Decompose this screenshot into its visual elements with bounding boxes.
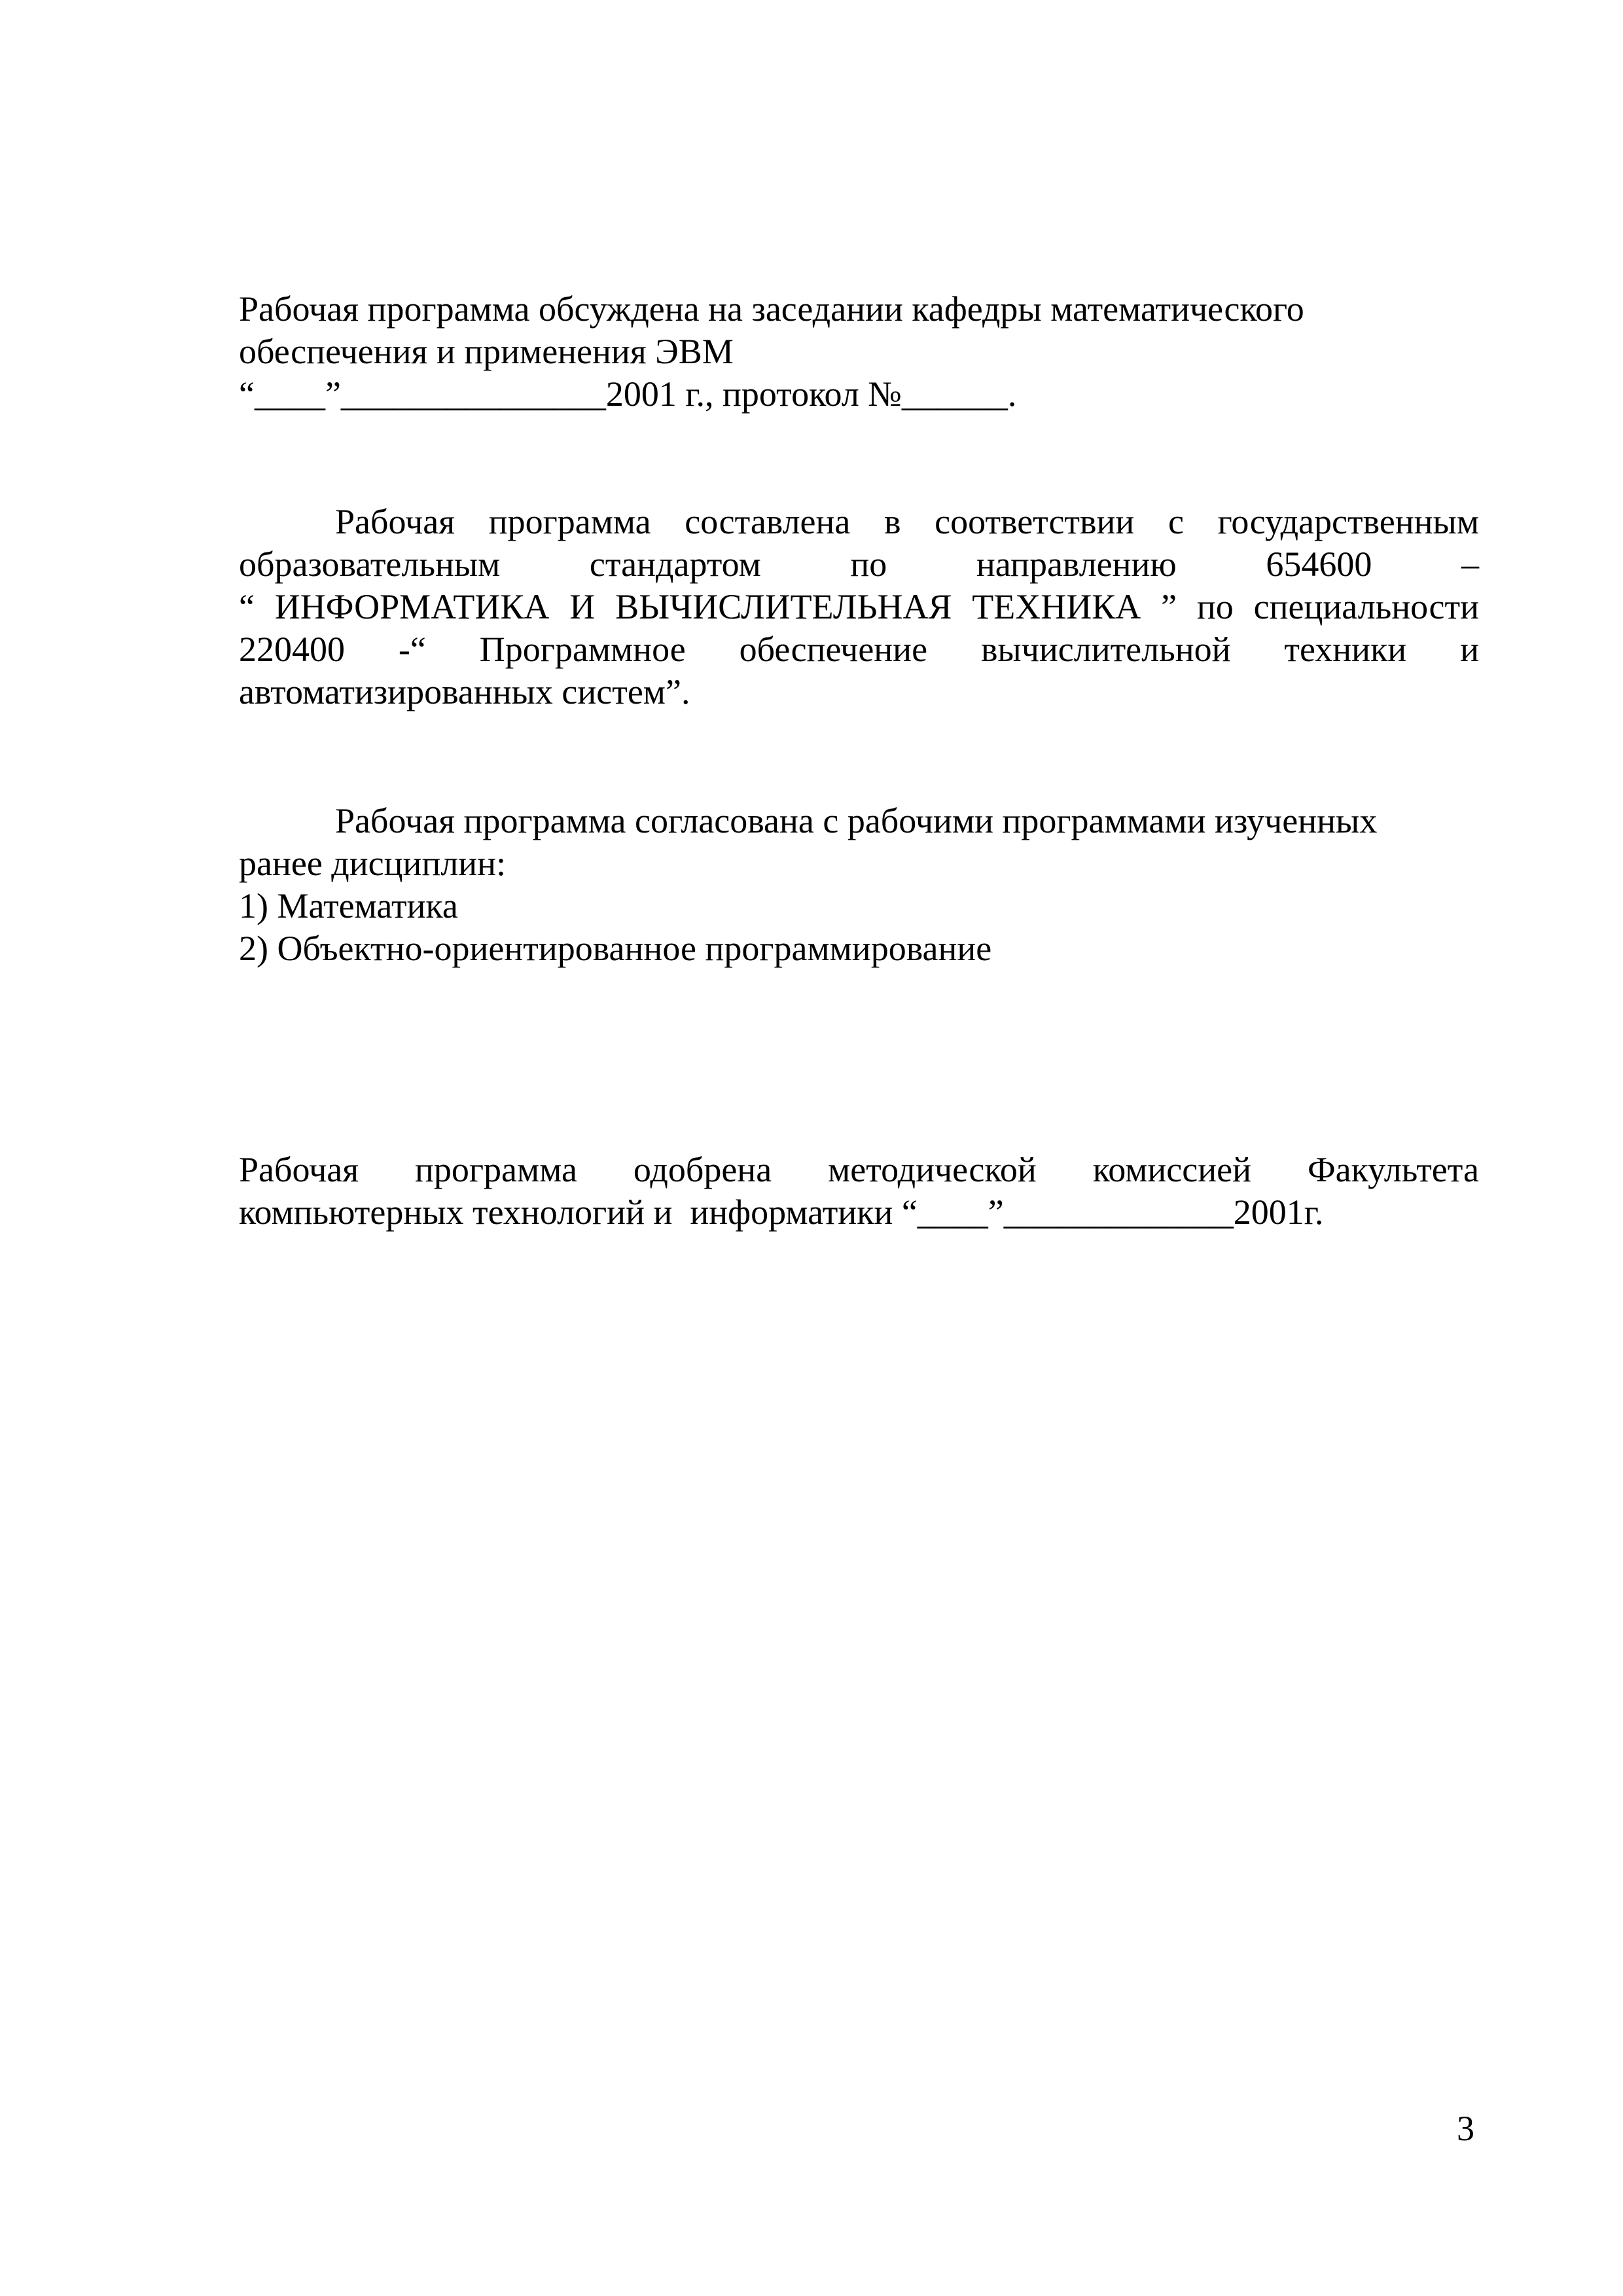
standard-line-1: Рабочая программа составлена в соответствии с государственным — [335, 502, 1479, 541]
agreement-line-1: Рабочая программа согласована с рабочими программами изученных — [335, 801, 1378, 840]
agreement-paragraph — [239, 800, 1479, 970]
discussion-line-1: Рабочая программа обсуждена на заседании кафедры математического — [239, 289, 1304, 329]
discussion-line-2: обеспечения и применения ЭВМ — [239, 332, 734, 371]
approval-line-1: Рабочая программа одобрена методической комиссией Факультета — [239, 1150, 1479, 1189]
standard-line-5: автоматизированных систем”. — [239, 672, 690, 711]
page-number: 3 — [1457, 2109, 1474, 2148]
standard-paragraph — [239, 501, 1479, 713]
discussion-paragraph — [239, 288, 1479, 416]
approval-line-2: компьютерных технологий и информатики “____”_____________2001г. — [239, 1193, 1324, 1232]
approval-paragraph — [239, 1149, 1479, 1234]
agreement-line-2: ранее дисциплин: — [239, 844, 507, 883]
standard-line-3: “ ИНФОРМАТИКА И ВЫЧИСЛИТЕЛЬНАЯ ТЕХНИКА ” по специальности — [239, 587, 1479, 626]
standard-line-4: 220400 -“ Программное обеспечение вычислительной техники и — [239, 630, 1479, 669]
discipline-list-item: 1) Математика — [239, 886, 458, 925]
discussion-protocol-line: “____”_______________2001 г., протокол №______. — [239, 374, 1017, 414]
standard-line-2: образовательным стандартом по направлению 654600 – — [239, 545, 1479, 584]
discipline-list-item: 2) Объектно-ориентированное программирование — [239, 929, 992, 968]
